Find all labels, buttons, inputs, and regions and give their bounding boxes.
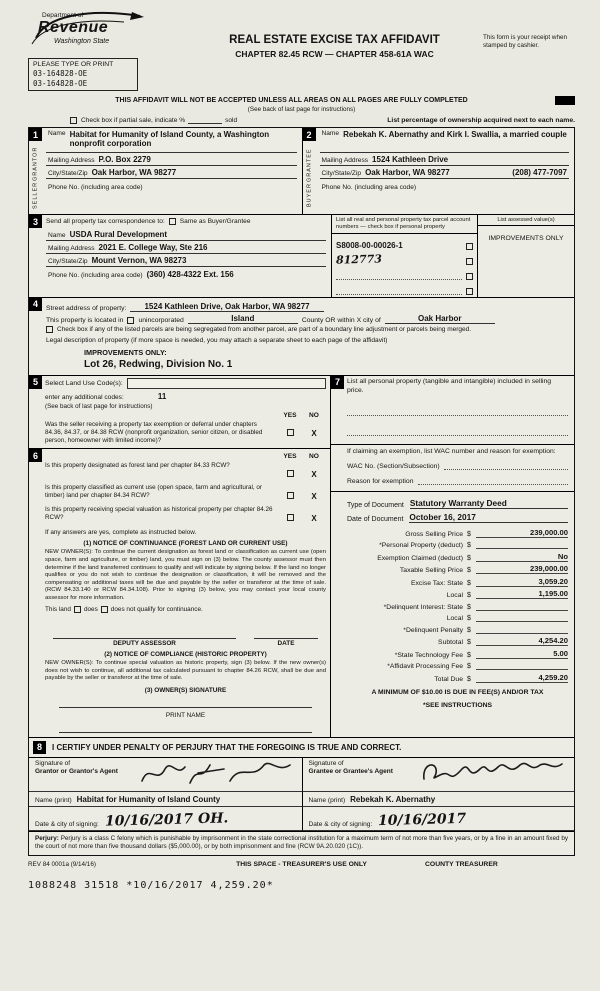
does-not-qualify-checkbox[interactable]	[101, 606, 108, 613]
grantee-date-cell	[302, 807, 575, 831]
legal-description-label: Legal description of property (if more space is needed, you may attach a separate sheet to each page of the affidavit)	[46, 336, 388, 344]
assessed-value-header: List assessed value(s)	[478, 217, 574, 226]
forest-yes-checkbox[interactable]	[287, 470, 294, 477]
located-in-label: This property is located in	[46, 316, 124, 324]
property-location-section	[29, 297, 574, 375]
see-back-note: (See back of last page for instructions)	[45, 402, 153, 410]
delinq-penalty-label: *Delinquent Penalty	[403, 626, 463, 634]
current-use-no-answer[interactable]: X	[311, 492, 317, 502]
gross-price-label: Gross Selling Price	[405, 530, 463, 538]
warning-text: THIS AFFIDAVIT WILL NOT BE ACCEPTED UNLESS ALL AREAS ON ALL PAGES ARE FULLY COMPLETED	[115, 97, 468, 104]
logo-state-text: Washington State	[54, 38, 110, 45]
no-header: NO	[309, 411, 319, 419]
parcel-4-blank-line[interactable]	[336, 286, 462, 295]
county-treasurer-label: COUNTY TREASURER	[425, 861, 498, 869]
corr-city-value[interactable]: Mount Vernon, WA 98273	[91, 256, 187, 265]
form-number-2: 03-164828-OE	[33, 79, 88, 88]
segregated-checkbox[interactable]	[46, 326, 53, 333]
grantee-signature[interactable]	[418, 759, 568, 789]
ownership-note: List percentage of ownership acquired next to each name.	[387, 117, 575, 124]
unincorporated-checkbox[interactable]	[127, 317, 134, 324]
dollar-sign: $	[467, 639, 471, 647]
sec6-yes-no-header	[45, 453, 326, 460]
buyer-section	[302, 128, 575, 214]
print-name-line[interactable]	[59, 721, 312, 733]
sold-label: sold	[225, 117, 238, 124]
owners-signature-line[interactable]	[59, 696, 312, 708]
land-use-label: Select Land Use Code(s):	[45, 379, 123, 387]
parcel-2-personal-checkbox[interactable]	[466, 258, 473, 265]
correspondence-label: Send all property tax correspondence to:	[46, 218, 165, 225]
notice-compliance-title: (2) NOTICE OF COMPLIANCE (HISTORIC PROPERTY)	[104, 651, 267, 659]
seller-mailing-label: Mailing Address	[48, 157, 95, 164]
seller-phone-label: Phone No. (including area code)	[48, 184, 143, 191]
date-city-label: Date & city of signing:	[308, 820, 373, 828]
grantor-printed-name[interactable]: Habitat for Humanity of Island County	[76, 794, 221, 804]
land-use-code-box[interactable]	[127, 378, 326, 389]
grantor-word: GRANTOR	[32, 146, 39, 181]
yes-header: YES	[283, 411, 297, 419]
does-not-label: does not qualify for continuance.	[110, 606, 203, 614]
additional-codes-label: enter any additional codes:	[45, 393, 124, 401]
header-left	[28, 8, 186, 91]
seller-mailing-value[interactable]: P.O. Box 2279	[98, 155, 151, 164]
dollar-sign: $	[467, 675, 471, 683]
city-value[interactable]: Oak Harbor	[385, 314, 495, 324]
form-title: REAL ESTATE EXCISE TAX AFFIDAVIT	[229, 34, 440, 46]
dollar-sign: $	[467, 592, 471, 600]
buyer-name-value[interactable]: Rebekah K. Abernathy and Kirk I. Swallia, a married couple	[343, 130, 567, 139]
certification-section	[29, 737, 574, 831]
buyer-mailing-label: Mailing Address	[321, 157, 369, 164]
dollar-sign: $	[467, 579, 471, 587]
parcel-number-value[interactable]: S8008-00-00026-1	[336, 240, 403, 250]
dollar-sign: $	[467, 626, 471, 634]
exemption-block	[331, 444, 574, 485]
sec5-yes-no-header	[45, 412, 326, 419]
parcel-3-personal-checkbox[interactable]	[466, 273, 473, 280]
perjury-clause	[29, 831, 574, 855]
section-2-number: 2	[303, 128, 316, 141]
grantee-signature-cell	[302, 758, 575, 792]
if-yes-note: If any answers are yes, complete as instructed below.	[45, 529, 197, 537]
dollar-sign: $	[467, 567, 471, 575]
dollar-sign: $	[467, 651, 471, 659]
wac-field[interactable]	[444, 461, 568, 470]
notice-continuance-text: NEW OWNER(S): To continue the current designation as forest land or classification as current use (open space, farm and agriculture, or timber) land, you must sign on (3) below. The county assessor must then determine if the land transferred continues to qualify and will indicate by signing below. If the land no longer qualifies or you do not wish to continue the designation or classification, it will be removed and the compensating or additional taxes will be due and payable by the seller or transferor at the time of sale. (RCW 84.33.140 or RCW 84.34.108). Prior to signing (3) below, you may contact your local county assessor for more information.	[45, 549, 326, 601]
segregated-label: Check box if any of the listed parcels are being segregated from another parcel, are part of a boundary line adjustment or parcels being merged.	[57, 325, 472, 333]
grantor-date-cell	[29, 807, 302, 831]
cashier-stamp: 1088248 31518 *10/16/2017 4,259.20*	[28, 880, 274, 892]
does-label: does	[83, 606, 98, 614]
print-registration-mark	[555, 96, 575, 105]
total-due-value[interactable]: 4,259.20	[476, 673, 568, 683]
section-3-number: 3	[29, 215, 42, 228]
buyer-mailing-value[interactable]: 1524 Kathleen Drive	[372, 155, 449, 164]
partial-sale-label: Check box if partial sale, indicate %	[81, 117, 186, 124]
perjury-label: Perjury:	[35, 834, 59, 842]
personal-prop-value[interactable]	[476, 540, 568, 549]
treasurer-space-label: THIS SPACE - TREASURER'S USE ONLY	[236, 861, 367, 869]
buyer-phone-value[interactable]: (208) 477-7097	[512, 168, 567, 177]
historic-yes-checkbox[interactable]	[287, 514, 294, 521]
form-number-1: 03-164828-OE	[33, 69, 88, 78]
section-7-number: 7	[331, 376, 344, 389]
parcel-3-blank-line[interactable]	[336, 271, 462, 280]
improvements-only-label: IMPROVEMENTS ONLY:	[84, 347, 167, 357]
doc-date-value[interactable]: October 16, 2017	[409, 512, 568, 523]
subtotal-label: Subtotal	[438, 639, 463, 647]
signature-of-label: Signature of	[35, 759, 71, 767]
buyer-city-label: City/State/Zip	[321, 170, 362, 177]
deferral-no-answer[interactable]: X	[311, 428, 317, 438]
historic-question: Is this property receiving special valuation as historical property per chapter 84.26 RCW?	[45, 506, 273, 522]
tax-correspondence-section	[29, 214, 574, 297]
delinq-interest-state-label: *Delinquent Interest: State	[383, 603, 463, 611]
notice-continuance-title: (1) NOTICE OF CONTINUANCE (FOREST LAND OR CURRENT USE)	[83, 540, 288, 548]
grantee-name-cell	[302, 792, 575, 807]
parcel-4-personal-checkbox[interactable]	[466, 288, 473, 295]
grantor-signature-cell	[29, 758, 302, 792]
personal-prop-label: *Personal Property (deduct)	[379, 542, 463, 550]
deferral-question: Was the seller receiving a property tax exemption or deferral under chapters 84.36, 84.37, or 84.38 RCW (nonprofit organization, senior citizen, or disabled person, homeowner with limited income)?	[45, 420, 263, 444]
doc-date-label: Date of Document	[347, 515, 404, 523]
form-subtitle: CHAPTER 82.45 RCW — CHAPTER 458-61A WAC	[235, 49, 434, 59]
corr-phone-value[interactable]: (360) 428-4322 Ext. 156	[146, 270, 234, 279]
section-1-number: 1	[29, 128, 42, 141]
historic-no-answer[interactable]: X	[311, 514, 317, 524]
assessor-date-label: DATE	[277, 640, 295, 648]
seller-city-value[interactable]: Oak Harbor, WA 98277	[91, 168, 177, 177]
page-header	[28, 8, 575, 91]
excise-state-label: Excise Tax: State	[410, 579, 463, 587]
gross-price-value[interactable]: 239,000.00	[476, 528, 568, 538]
subtotal-value[interactable]: 4,254.20	[476, 636, 568, 646]
see-instructions-note: *SEE INSTRUCTIONS	[422, 701, 493, 709]
receipt-note: This form is your receipt when stamped by cashier.	[483, 34, 567, 50]
warning-row	[28, 96, 575, 105]
delinq-interest-local-label: Local	[446, 615, 463, 623]
exemption-claimed-value[interactable]: No	[476, 552, 568, 562]
deferral-yes-checkbox[interactable]	[287, 429, 294, 436]
type-or-print-label: PLEASE TYPE OR PRINT	[33, 61, 114, 68]
name-print-label: Name (print)	[35, 796, 72, 804]
grantor-agent-label: Grantor or Grantor's Agent	[35, 768, 118, 776]
delinq-interest-state-value[interactable]	[476, 602, 568, 611]
section-8-number: 8	[33, 741, 46, 754]
land-use-section	[29, 376, 330, 450]
county-value[interactable]: Island	[188, 314, 298, 324]
street-address-value[interactable]: 1524 Kathleen Drive, Oak Harbor, WA 98277	[130, 302, 323, 312]
corr-city-label: City/State/Zip	[48, 258, 88, 265]
dollar-sign: $	[467, 603, 471, 611]
grantee-word: GRANTEE	[306, 148, 312, 182]
parcel-1-personal-checkbox[interactable]	[466, 243, 473, 250]
dollar-sign: $	[467, 663, 471, 671]
form-revision-code: REV 84 0001a (9/14/16)	[28, 861, 96, 869]
doc-type-value[interactable]: Statutory Warranty Deed	[410, 498, 568, 509]
corr-mailing-label: Mailing Address	[48, 245, 95, 252]
parcel-handwritten-value[interactable]: 812773	[335, 252, 383, 267]
print-name-label: PRINT NAME	[165, 711, 206, 719]
wac-label: WAC No. (Section/Subsection)	[347, 462, 440, 470]
deputy-assessor-label: DEPUTY ASSESSOR	[113, 640, 176, 648]
seller-city-label: City/State/Zip	[48, 170, 88, 177]
tech-fee-value[interactable]: 5.00	[476, 649, 568, 659]
processing-fee-value[interactable]	[476, 661, 568, 670]
buyer-side-label	[303, 143, 316, 212]
seller-side-label	[29, 143, 42, 212]
dollar-sign: $	[467, 615, 471, 623]
doc-type-label: Type of Document	[347, 501, 404, 509]
signature-of-label: Signature of	[308, 759, 344, 767]
unincorporated-label: unincorporated	[138, 316, 184, 324]
this-land-label: This land	[45, 606, 71, 614]
delinq-interest-local-value[interactable]	[476, 613, 568, 622]
corr-mailing-value[interactable]: 2021 E. College Way, Ste 216	[98, 243, 208, 252]
section-6-number: 6	[29, 449, 42, 462]
grantee-agent-label: Grantee or Grantee's Agent	[308, 768, 393, 776]
additional-codes-value[interactable]: 11	[157, 391, 167, 401]
taxable-price-label: Taxable Selling Price	[399, 567, 463, 575]
grantee-printed-name[interactable]: Rebekah K. Abernathy	[350, 794, 436, 804]
page-footer	[28, 861, 575, 868]
yes-header: YES	[283, 453, 297, 461]
title-block	[186, 34, 483, 59]
total-due-label: Total Due	[434, 675, 463, 683]
notice-compliance-text: NEW OWNER(S): To continue special valuation as historic property, sign (3) below. If the new owner(s) does not wish to continue, all additional tax calculated pursuant to chapter 84.26 RCW, shall be due and payable by the seller or transferor at the time of sale.	[45, 660, 326, 682]
assessed-value-column	[477, 215, 574, 297]
section-4-number: 4	[29, 298, 42, 311]
excise-tax-table	[347, 528, 568, 683]
reason-field[interactable]	[418, 476, 569, 485]
reason-label: Reason for exemption	[347, 477, 414, 485]
corr-name-label: Name	[48, 232, 66, 239]
seller-section	[29, 128, 302, 214]
assessor-signature-lines[interactable]	[53, 629, 318, 639]
personal-property-section	[331, 376, 574, 713]
exemption-claimed-label: Exemption Claimed (deduct)	[377, 554, 463, 562]
exemption-label: If claiming an exemption, list WAC number and reason for exemption:	[347, 447, 556, 455]
forest-land-section	[29, 449, 330, 736]
delinq-penalty-value[interactable]	[476, 625, 568, 634]
dollar-sign: $	[467, 530, 471, 538]
partial-sale-checkbox[interactable]	[70, 117, 77, 124]
seller-name-label: Name	[48, 130, 66, 137]
grantee-date-value[interactable]: 10/16/2017	[378, 810, 467, 830]
excise-local-label: Local	[446, 592, 463, 600]
grantor-signature[interactable]	[136, 759, 296, 789]
same-as-buyer-checkbox[interactable]	[169, 218, 176, 225]
dollar-sign: $	[467, 542, 471, 550]
personal-property-blank-lines[interactable]	[347, 407, 568, 436]
taxable-price-value[interactable]: 239,000.00	[476, 564, 568, 574]
partial-sale-row	[28, 117, 575, 124]
minimum-fee-note: A MINIMUM OF $10.00 IS DUE IN FEE(S) AND/OR TAX	[371, 688, 544, 696]
seller-name-value[interactable]: Habitat for Humanity of Island County, a Washington nonprofit corporation	[69, 130, 270, 148]
parcel-header: List all real and personal property tax parcel account numbers — check box if personal property	[332, 217, 477, 234]
legal-description-value[interactable]: Lot 26, Redwing, Division No. 1	[84, 358, 233, 370]
parcel-numbers-column	[331, 215, 477, 297]
warning-subtext: (See back of last page for instructions)	[247, 106, 356, 113]
section-5-number: 5	[29, 376, 42, 389]
no-header: NO	[309, 453, 319, 461]
affidavit-form	[28, 127, 575, 856]
buyer-city-value[interactable]: Oak Harbor, WA 98277	[365, 168, 450, 177]
same-as-buyer-label: Same as Buyer/Grantee	[179, 218, 251, 225]
assessed-value-body: IMPROVEMENTS ONLY	[488, 235, 564, 242]
document-block	[331, 491, 574, 523]
tech-fee-label: *State Technology Fee	[394, 651, 463, 659]
certify-statement: I CERTIFY UNDER PENALTY OF PERJURY THAT THE FOREGOING IS TRUE AND CORRECT.	[52, 742, 402, 752]
grantor-date-value[interactable]: 10/16/2017 OH.	[104, 810, 229, 830]
forest-no-answer[interactable]: X	[311, 470, 317, 480]
buyer-phone-label: Phone No. (including area code)	[321, 184, 417, 191]
corr-name-value[interactable]: USDA Rural Development	[69, 230, 168, 239]
owners-signature-label: (3) OWNER(S) SIGNATURE	[144, 686, 227, 694]
name-print-label: Name (print)	[308, 796, 346, 804]
seller-word: SELLER	[32, 181, 39, 209]
corr-phone-label: Phone No. (including area code)	[48, 272, 143, 279]
partial-percent-field[interactable]	[188, 123, 222, 124]
date-city-label: Date & city of signing:	[35, 820, 99, 828]
current-use-yes-checkbox[interactable]	[287, 492, 294, 499]
county-or-label: County OR within X city of	[301, 316, 381, 324]
excise-local-value[interactable]: 1,195.00	[476, 589, 568, 599]
dollar-sign: $	[467, 554, 471, 562]
buyer-word: BUYER	[306, 182, 312, 207]
does-qualify-checkbox[interactable]	[74, 606, 81, 613]
buyer-name-label: Name	[321, 130, 340, 137]
street-address-label: Street address of property:	[46, 304, 127, 312]
personal-property-label: List all personal property (tangible and intangible) included in selling price.	[347, 377, 552, 394]
dor-logo	[28, 8, 158, 54]
current-use-question: Is this property classified as current use (open space, farm and agricultural, or timber) land per chapter 84.34 RCW?	[45, 484, 262, 500]
grantor-name-cell	[29, 792, 302, 807]
excise-state-value[interactable]: 3,059.20	[476, 577, 568, 587]
logo-dept-text: Department of	[42, 12, 84, 19]
type-or-print-box	[28, 58, 138, 91]
perjury-text: Perjury is a class C felony which is punishable by imprisonment in the state correctional institution for a maximum term of not more than five years, or by a fine in an amount fixed by the court of not more than five thousand dollars ($5,000.00), or by both imprisonment and fine (RCW 9A.20.020 (1C)).	[35, 834, 569, 851]
forest-land-question: Is this property designated as forest land per chapter 84.33 RCW?	[45, 462, 230, 470]
logo-agency-text: Revenue	[38, 19, 109, 36]
processing-fee-label: *Affidavit Processing Fee	[387, 663, 463, 671]
